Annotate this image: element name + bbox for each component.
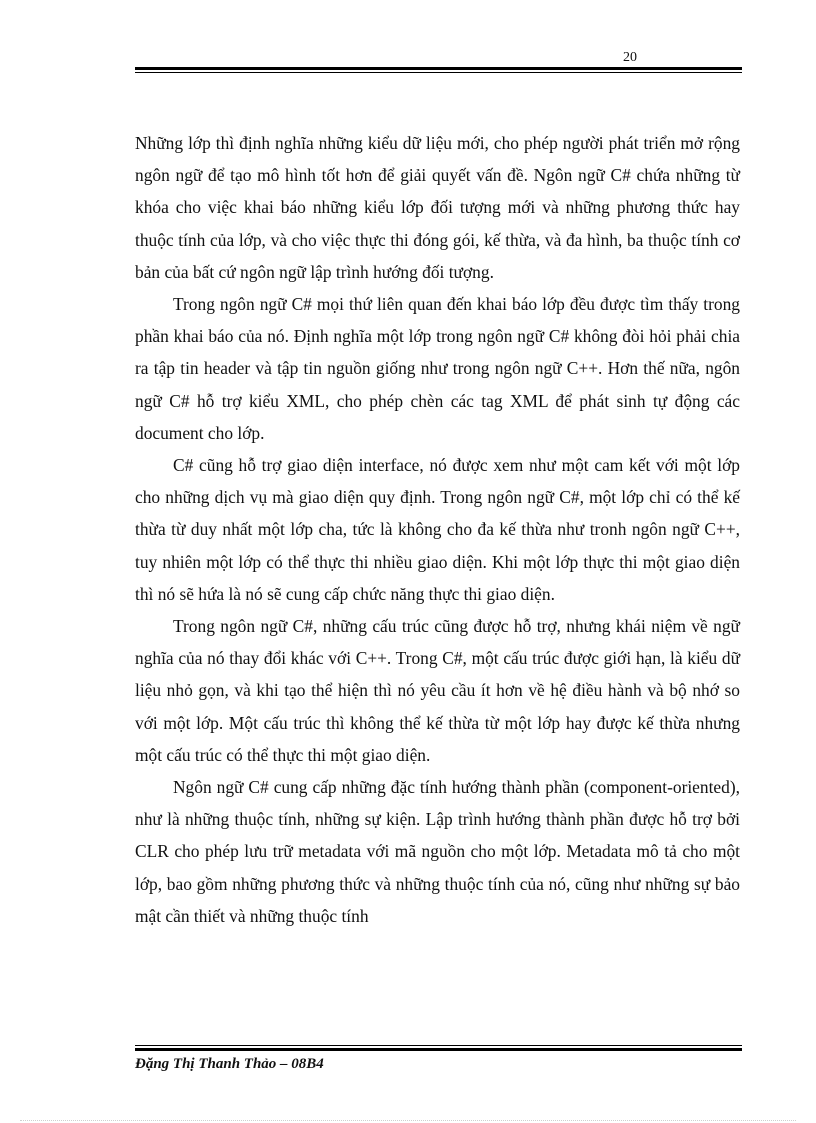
paragraph-interfaces: C# cũng hỗ trợ giao diện interface, nó được xem như một cam kết với một lớp cho những dịch vụ mà giao diện quy định. Trong ngôn ngữ C#, một lớp chỉ có thể kế thừa từ duy nhất một lớp cha, tức là không cho đa kế thừa như tronh ngôn ngữ C++, tuy nhiên một lớp có thể thực thi nhiều giao diện. Khi một lớp thực thi một giao diện thì nó sẽ hứa là nó sẽ cung cấp chức năng thực thi giao diện. <box>135 455 740 604</box>
header-rule-thick <box>135 67 742 70</box>
page-edge-divider <box>20 1120 796 1121</box>
paragraph-component-oriented: Ngôn ngữ C# cung cấp những đặc tính hướng thành phần (component-oriented), như là những thuộc tính, những sự kiện. Lập trình hướng thành phần được hỗ trợ bởi CLR cho phép lưu trữ metadata với mã nguồn cho một lớp. Metadata mô tả cho một lớp, bao gồm những phương thức và những thuộc tính của nó, cũng như những sự bảo mật cần thiết và những thuộc tính <box>135 777 740 926</box>
footer-rule-thin <box>135 1045 742 1046</box>
header-rule-thin <box>135 72 742 73</box>
footer-rule-thick <box>135 1048 742 1051</box>
paragraph-structs: Trong ngôn ngữ C#, những cấu trúc cũng được hỗ trợ, nhưng khái niệm về ngữ nghĩa của nó thay đổi khác với C++. Trong C#, một cấu trúc được giới hạn, là kiểu dữ liệu nhỏ gọn, và khi tạo thể hiện thì nó yêu cầu ít hơn về hệ điều hành và bộ nhớ so với một lớp. Một cấu trúc thì không thể kế thừa từ một lớp hay được kế thừa nhưng một cấu trúc có thể thực thi một giao diện. <box>135 616 740 765</box>
footer-author: Đặng Thị Thanh Thảo – 08B4 <box>135 1056 324 1072</box>
paragraph-classes: Những lớp thì định nghĩa những kiểu dữ liệu mới, cho phép người phát triển mở rộng ngôn ngữ để tạo mô hình tốt hơn để giải quyết vấn đề. Ngôn ngữ C# chứa những từ khóa cho việc khai báo những kiểu lớp đối tượng mới và những phương thức hay thuộc tính của lớp, và cho việc thực thi đóng gói, kế thừa, và đa hình, ba thuộc tính cơ bản của bất cứ ngôn ngữ lập trình hướng đối tượng. <box>135 133 740 282</box>
body-text <box>135 127 740 932</box>
page-number: 20 <box>623 50 637 65</box>
paragraph-class-declaration: Trong ngôn ngữ C# mọi thứ liên quan đến khai báo lớp đều được tìm thấy trong phần khai báo của nó. Định nghĩa một lớp trong ngôn ngữ C# không đòi hỏi phải chia ra tập tin header và tập tin nguồn giống như trong ngôn ngữ C++. Hơn thế nữa, ngôn ngữ C# hỗ trợ kiểu XML, cho phép chèn các tag XML để phát sinh tự động các document cho lớp. <box>135 294 740 443</box>
